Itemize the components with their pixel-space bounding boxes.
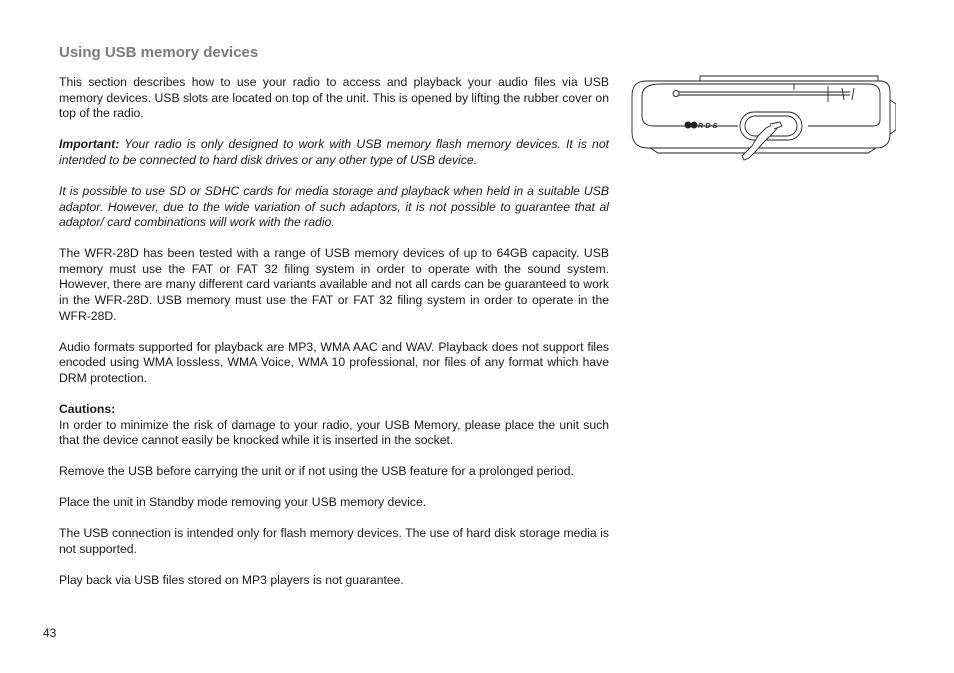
tested-paragraph: The WFR-28D has been tested with a range of USB memory devices of up to 64GB capacity. USB memory must use the FAT or FAT 32 filing system in order to operate with the sound system. However, there are many different card variants available and not all cards can be guaranteed to work in the WFR-28D. USB memory must use the FAT or FAT 32 filing system in order to operate in the WFR-28D. bbox=[59, 246, 609, 323]
radio-top-illustration bbox=[628, 72, 896, 162]
important-text: Your radio is only designed to work with USB memory flash memory devices. It is not intended to be connected to hard disk drives or any other type of USB device. bbox=[59, 137, 609, 167]
sd-card-paragraph: It is possible to use SD or SDHC cards for media storage and playback when held in a suitable USB adaptor. However, due to the wide variation of such adaptors, it is not possible to guarantee that al adaptor/ card combinations will work with the radio. bbox=[59, 183, 609, 230]
standby-paragraph: Place the unit in Standby mode removing your USB memory device. bbox=[59, 495, 427, 510]
important-paragraph bbox=[59, 137, 609, 168]
cautions-paragraph: In order to minimize the risk of damage to your radio, your USB Memory, please place the unit such that the device cannot easily be knocked while it is inserted in the socket. bbox=[59, 417, 609, 448]
page-title: Using USB memory devices bbox=[59, 44, 259, 61]
important-label: Important: bbox=[59, 137, 120, 152]
connection-paragraph: The USB connection is intended only for flash memory devices. The use of hard disk storage media is not supported. bbox=[59, 526, 609, 557]
rds-logo-text: R·D·S bbox=[698, 123, 718, 130]
formats-paragraph: Audio formats supported for playback are MP3, WMA AAC and WAV. Playback does not support files encoded using WMA lossless, WMA Voice, WMA 10 professional, nor files of any format which have DRM protection. bbox=[59, 339, 609, 385]
remove-usb-paragraph: Remove the USB before carrying the unit or if not using the USB feature for a prolonged period. bbox=[59, 464, 574, 479]
mp3-paragraph: Play back via USB files stored on MP3 players is not guarantee. bbox=[59, 573, 404, 588]
page-number: 43 bbox=[43, 626, 57, 640]
section-body bbox=[59, 75, 609, 604]
cautions-heading: Cautions: bbox=[59, 402, 116, 416]
intro-paragraph: This section describes how to use your radio to access and playback your audio files via USB memory devices. USB slots are located on top of the unit. This is opened by lifting the rubber cover on top of the radio. bbox=[59, 75, 609, 121]
